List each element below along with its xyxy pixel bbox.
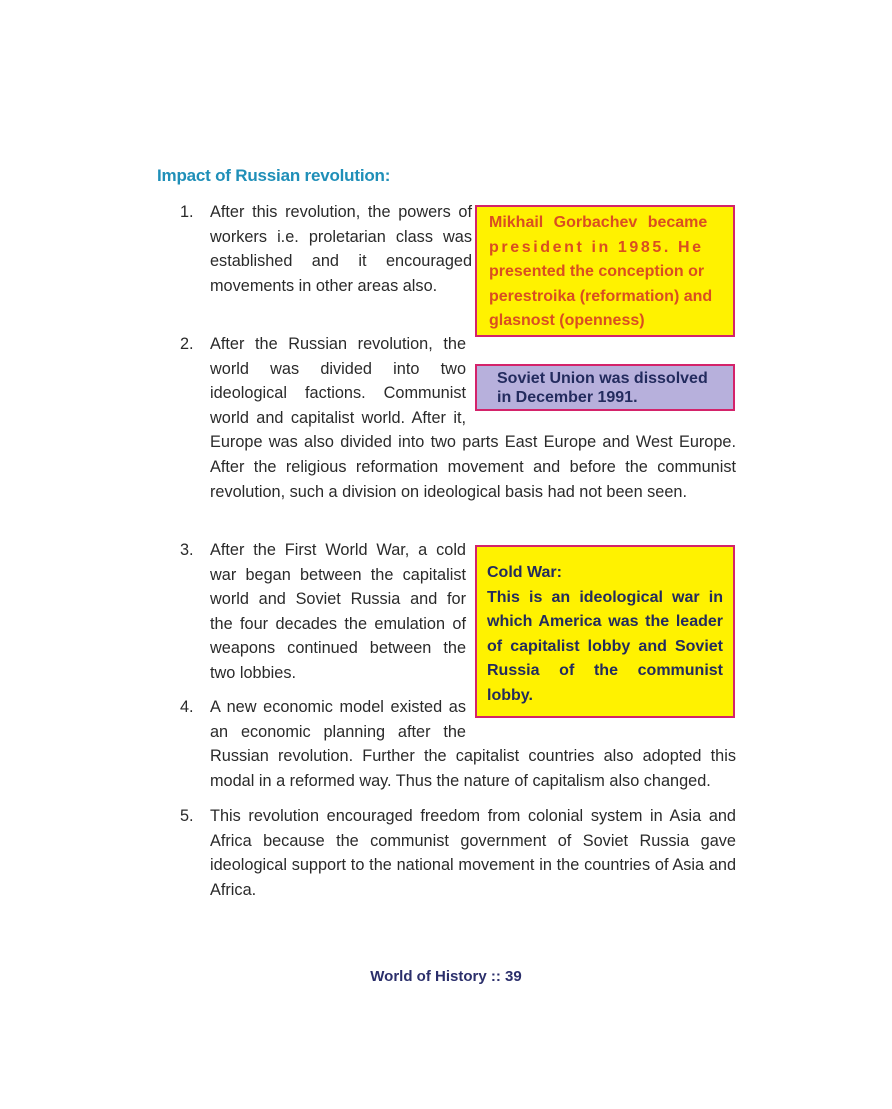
callout-line: Russia of the communist bbox=[487, 662, 723, 680]
callout-line: This is an ideological war in bbox=[487, 588, 723, 606]
soviet-union-callout-box bbox=[475, 364, 735, 411]
list-item-number: 5. bbox=[180, 807, 194, 825]
callout-line: Mikhail Gorbachev became bbox=[489, 214, 708, 231]
cold-war-callout-box bbox=[475, 545, 735, 718]
callout-line: perestroika (reformation) and bbox=[489, 287, 713, 305]
callout-line: president in 1985. He bbox=[489, 238, 704, 256]
list-item-text: After the First World War, a cold war began between the capitalist world and Soviet Russia and for the four decades the emulation of weapons continued between the two lobbies. bbox=[210, 541, 466, 682]
callout-line: of capitalist lobby and Soviet bbox=[487, 637, 723, 655]
list-item bbox=[180, 804, 736, 902]
section-heading: Impact of Russian revolution: bbox=[157, 166, 391, 185]
list-item-number: 4. bbox=[180, 698, 194, 716]
list-item-text: This revolution encouraged freedom from colonial system in Asia and Africa because the communist government of Soviet Russia gave ideological support to the national movement in the countries of Asia and Africa. bbox=[210, 807, 736, 899]
list-item-number: 1. bbox=[180, 203, 194, 221]
list-item-number: 2. bbox=[180, 335, 194, 353]
callout-line: glasnost (openness) bbox=[489, 312, 645, 330]
list-item-number: 3. bbox=[180, 541, 194, 559]
page-footer: World of History :: 39 bbox=[370, 968, 522, 985]
list-item-text: After the Russian revolution, the world was divided into two ideological factions. Communist world and capitalist world. After it, Europe was also divided into two parts East Europe and West Europe. After the religious reformation movement and before the communist revolution, such a division on ideological basis had not been seen. bbox=[210, 335, 736, 501]
callout-line: presented the conception or bbox=[489, 263, 705, 281]
callout-line: lobby. bbox=[487, 686, 533, 704]
callout-line: which America was the leader bbox=[487, 613, 723, 631]
list-item-text: A new economic model existed as an economic planning after the Russian revolution. Further the capitalist countries also adopted this modal in a reformed way. Thus the nature of capitalism also changed. bbox=[210, 698, 736, 790]
callout-text: Soviet Union was dissolved in December 1991. bbox=[497, 370, 708, 406]
list-item-text-wrap bbox=[210, 332, 736, 504]
callout-title: Cold War: bbox=[487, 564, 562, 581]
list-item-text: After this revolution, the powers of workers i.e. proletarian class was established and it encouraged movements in other areas also. bbox=[210, 203, 472, 295]
list-item bbox=[180, 332, 736, 504]
gorbachev-callout-box bbox=[475, 205, 735, 337]
